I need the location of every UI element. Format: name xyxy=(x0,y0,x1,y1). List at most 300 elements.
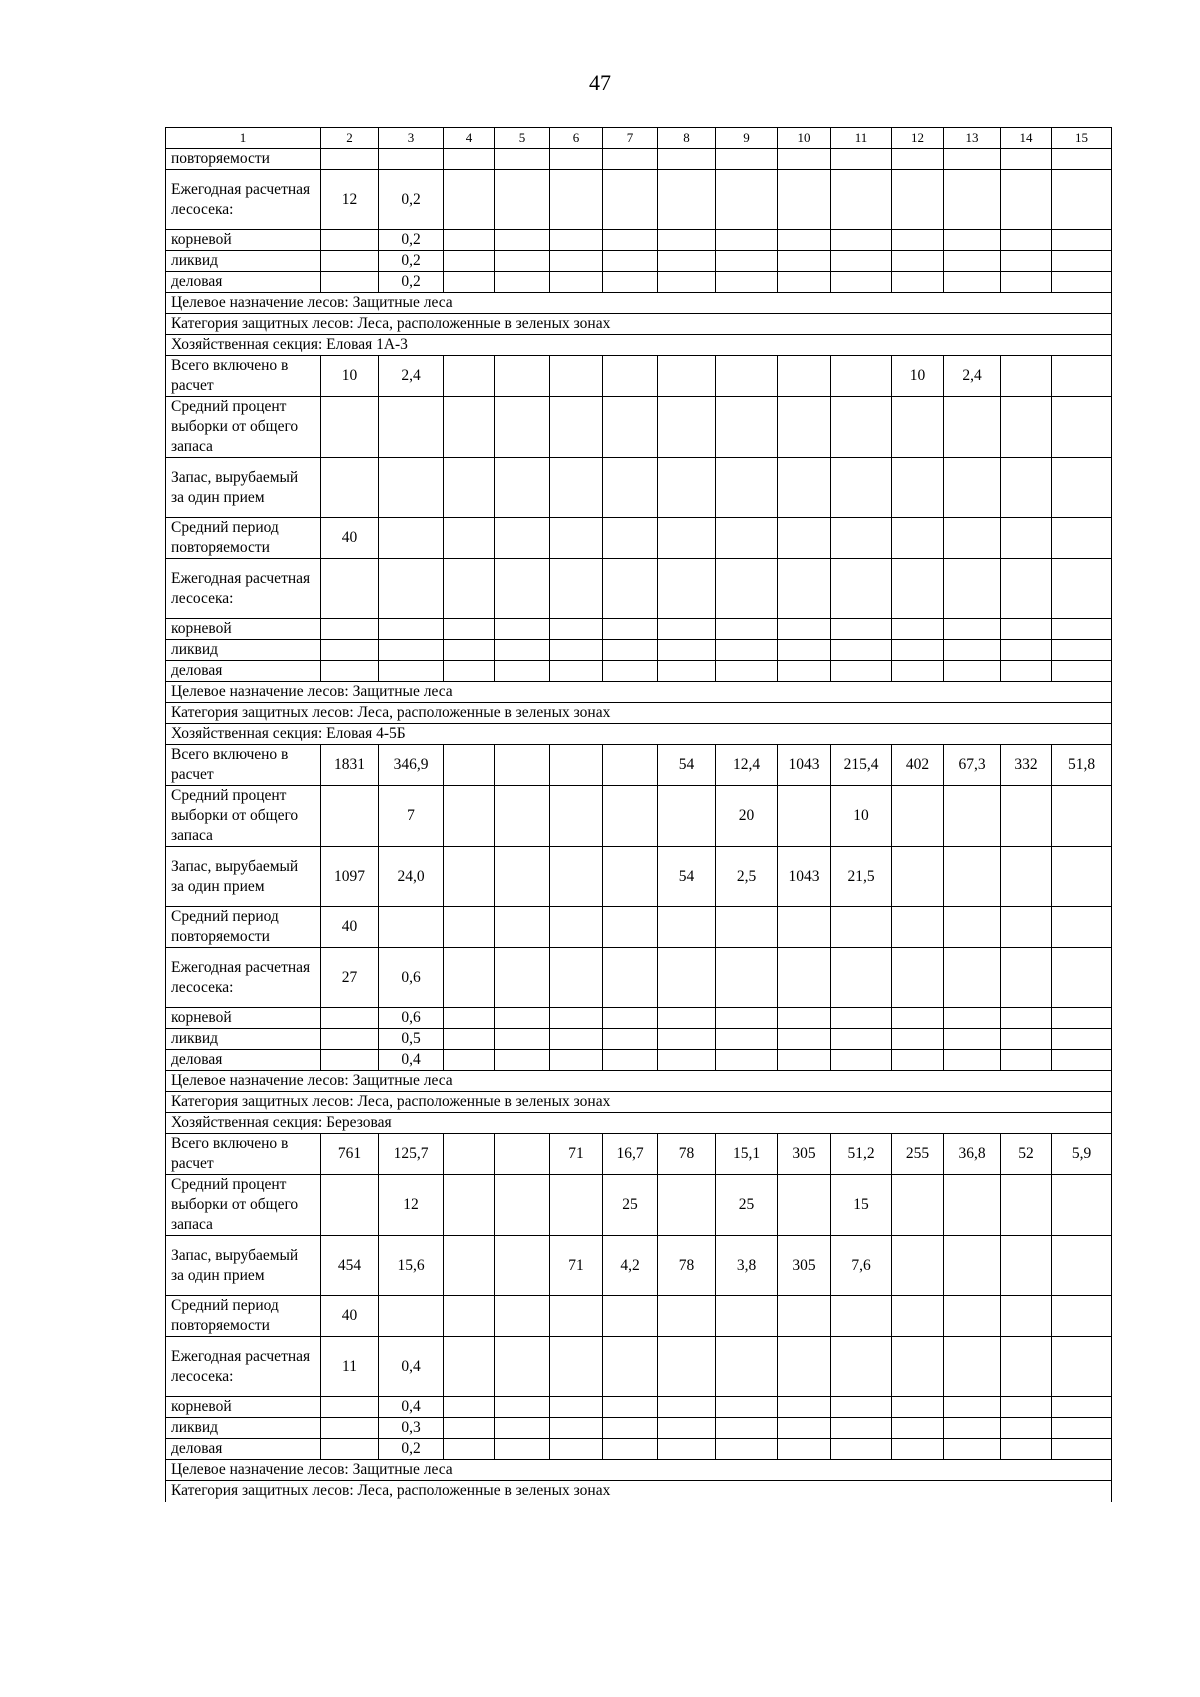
table-cell xyxy=(379,1296,444,1337)
table-cell xyxy=(550,1175,603,1236)
table-cell xyxy=(944,948,1001,1008)
table-cell xyxy=(321,640,379,661)
table-cell xyxy=(944,907,1001,948)
table-cell xyxy=(944,251,1001,272)
row-label: Ежегодная расчетная лесосека: xyxy=(166,948,321,1008)
table-cell xyxy=(831,1050,892,1071)
table-cell xyxy=(1001,559,1052,619)
table-cell xyxy=(1001,1050,1052,1071)
table-cell xyxy=(603,356,658,397)
table-cell xyxy=(1052,1397,1112,1418)
table-cell xyxy=(550,619,603,640)
column-number-7: 7 xyxy=(603,128,658,149)
table-row xyxy=(166,1050,1112,1071)
table-cell: 5,9 xyxy=(1052,1134,1112,1175)
table-cell xyxy=(658,948,716,1008)
table-cell: 0,3 xyxy=(379,1418,444,1439)
table-cell xyxy=(658,1029,716,1050)
table-cell xyxy=(831,230,892,251)
table-cell xyxy=(444,661,495,682)
table-cell xyxy=(658,1175,716,1236)
table-cell xyxy=(495,1134,550,1175)
table-cell xyxy=(1052,907,1112,948)
table-cell xyxy=(944,1008,1001,1029)
table-cell xyxy=(1001,1236,1052,1296)
table-cell xyxy=(892,230,944,251)
table-cell xyxy=(550,170,603,230)
table-cell: 54 xyxy=(658,847,716,907)
table-cell xyxy=(716,1439,778,1460)
table-cell xyxy=(550,1397,603,1418)
table-cell xyxy=(1052,1008,1112,1029)
table-cell xyxy=(550,149,603,170)
row-label: Средний период повторяемости xyxy=(166,518,321,559)
row-label: Всего включено в расчет xyxy=(166,1134,321,1175)
table-cell xyxy=(831,170,892,230)
table-cell xyxy=(892,1236,944,1296)
table-cell xyxy=(495,619,550,640)
table-cell xyxy=(321,1418,379,1439)
table-cell xyxy=(444,786,495,847)
table-cell xyxy=(1001,1175,1052,1236)
section-header-row xyxy=(166,1071,1112,1092)
table-cell xyxy=(831,948,892,1008)
table-cell xyxy=(444,272,495,293)
table-cell xyxy=(603,251,658,272)
table-cell xyxy=(944,518,1001,559)
table-cell: 4,2 xyxy=(603,1236,658,1296)
table-cell xyxy=(944,661,1001,682)
table-cell xyxy=(778,786,831,847)
table-cell: 20 xyxy=(716,786,778,847)
table-cell: 40 xyxy=(321,907,379,948)
table-cell xyxy=(778,1418,831,1439)
table-cell xyxy=(1052,640,1112,661)
table-cell xyxy=(892,640,944,661)
table-cell: 52 xyxy=(1001,1134,1052,1175)
table-cell xyxy=(1001,1397,1052,1418)
table-cell xyxy=(495,745,550,786)
table-cell: 255 xyxy=(892,1134,944,1175)
table-cell xyxy=(778,518,831,559)
table-cell: 0,6 xyxy=(379,948,444,1008)
table-cell xyxy=(778,458,831,518)
table-cell xyxy=(444,458,495,518)
table-cell xyxy=(658,786,716,847)
section-header-row xyxy=(166,682,1112,703)
table-row xyxy=(166,640,1112,661)
table-cell xyxy=(1001,640,1052,661)
table-cell xyxy=(550,356,603,397)
table-cell xyxy=(658,272,716,293)
table-cell xyxy=(495,559,550,619)
table-cell: 1831 xyxy=(321,745,379,786)
table-cell xyxy=(944,640,1001,661)
row-label: Средний период повторяемости xyxy=(166,1296,321,1337)
table-cell xyxy=(379,619,444,640)
table-cell xyxy=(716,559,778,619)
table-cell xyxy=(444,745,495,786)
table-row xyxy=(166,786,1112,847)
table-cell xyxy=(1001,1008,1052,1029)
table-cell xyxy=(944,786,1001,847)
table-cell xyxy=(321,458,379,518)
table-cell: 11 xyxy=(321,1337,379,1397)
table-cell xyxy=(778,170,831,230)
table-cell xyxy=(379,559,444,619)
table-cell: 0,4 xyxy=(379,1397,444,1418)
table-cell xyxy=(550,1439,603,1460)
table-cell xyxy=(321,251,379,272)
table-cell xyxy=(379,661,444,682)
table-cell xyxy=(321,661,379,682)
section-header-text: Целевое назначение лесов: Защитные леса xyxy=(166,1460,1112,1481)
table-cell xyxy=(892,619,944,640)
table-row xyxy=(166,1296,1112,1337)
column-number-12: 12 xyxy=(892,128,944,149)
section-header-row xyxy=(166,314,1112,335)
table-cell: 67,3 xyxy=(944,745,1001,786)
table-cell xyxy=(778,907,831,948)
table-cell xyxy=(716,272,778,293)
section-header-row xyxy=(166,724,1112,745)
table-cell xyxy=(658,356,716,397)
table-row xyxy=(166,458,1112,518)
table-row xyxy=(166,149,1112,170)
table-cell xyxy=(892,559,944,619)
section-header-text: Хозяйственная секция: Еловая 4-5Б xyxy=(166,724,1112,745)
row-label: деловая xyxy=(166,1439,321,1460)
table-cell xyxy=(1052,1050,1112,1071)
table-cell xyxy=(658,230,716,251)
table-cell xyxy=(944,397,1001,458)
column-number-4: 4 xyxy=(444,128,495,149)
section-header-text: Целевое назначение лесов: Защитные леса xyxy=(166,293,1112,314)
table-cell: 15,6 xyxy=(379,1236,444,1296)
table-cell xyxy=(1052,948,1112,1008)
forest-calculation-table xyxy=(165,127,1112,1502)
column-number-1: 1 xyxy=(166,128,321,149)
table-cell: 7 xyxy=(379,786,444,847)
table-cell xyxy=(603,272,658,293)
row-label: корневой xyxy=(166,619,321,640)
table-row xyxy=(166,847,1112,907)
table-cell xyxy=(892,948,944,1008)
row-label: Ежегодная расчетная лесосека: xyxy=(166,170,321,230)
table-cell xyxy=(831,1029,892,1050)
table-cell xyxy=(778,1029,831,1050)
section-header-text: Хозяйственная секция: Еловая 1А-3 xyxy=(166,335,1112,356)
table-cell xyxy=(716,948,778,1008)
table-cell xyxy=(658,1008,716,1029)
table-cell xyxy=(495,847,550,907)
table-cell xyxy=(944,1439,1001,1460)
table-cell xyxy=(716,1397,778,1418)
table-cell: 0,4 xyxy=(379,1050,444,1071)
table-cell xyxy=(778,272,831,293)
table-cell: 332 xyxy=(1001,745,1052,786)
table-cell xyxy=(550,230,603,251)
page-number: 47 xyxy=(589,70,611,95)
table-cell xyxy=(444,847,495,907)
table-cell: 24,0 xyxy=(379,847,444,907)
table-cell xyxy=(495,1029,550,1050)
table-cell xyxy=(1052,786,1112,847)
table-cell xyxy=(892,1337,944,1397)
row-label: деловая xyxy=(166,661,321,682)
table-row xyxy=(166,661,1112,682)
table-cell xyxy=(550,397,603,458)
table-cell xyxy=(831,1397,892,1418)
table-cell xyxy=(495,1439,550,1460)
section-header-row xyxy=(166,335,1112,356)
table-cell xyxy=(444,397,495,458)
table-cell xyxy=(444,1337,495,1397)
table-cell xyxy=(550,1418,603,1439)
table-cell xyxy=(716,149,778,170)
table-cell xyxy=(444,948,495,1008)
table-cell xyxy=(716,619,778,640)
column-number-10: 10 xyxy=(778,128,831,149)
table-cell xyxy=(778,1008,831,1029)
table-cell xyxy=(831,272,892,293)
table-row xyxy=(166,356,1112,397)
table-cell xyxy=(716,397,778,458)
table-cell xyxy=(495,786,550,847)
table-cell: 0,4 xyxy=(379,1337,444,1397)
table-cell xyxy=(831,149,892,170)
table-cell: 0,5 xyxy=(379,1029,444,1050)
table-cell xyxy=(944,619,1001,640)
table-cell xyxy=(1001,149,1052,170)
table-cell xyxy=(444,230,495,251)
table-cell xyxy=(716,640,778,661)
table-cell xyxy=(831,1008,892,1029)
table-cell xyxy=(1052,1029,1112,1050)
table-cell xyxy=(550,745,603,786)
table-cell xyxy=(831,619,892,640)
table-cell xyxy=(603,518,658,559)
table-cell: 346,9 xyxy=(379,745,444,786)
table-cell xyxy=(892,170,944,230)
table-cell xyxy=(944,1397,1001,1418)
table-cell xyxy=(495,397,550,458)
table-cell xyxy=(716,1050,778,1071)
table-cell: 1043 xyxy=(778,745,831,786)
table-cell xyxy=(495,149,550,170)
table-cell xyxy=(603,230,658,251)
table-cell xyxy=(321,559,379,619)
table-cell xyxy=(495,518,550,559)
table-cell xyxy=(831,661,892,682)
table-cell xyxy=(892,1397,944,1418)
section-header-row xyxy=(166,1481,1112,1502)
table-cell: 51,2 xyxy=(831,1134,892,1175)
table-row xyxy=(166,230,1112,251)
table-cell: 12,4 xyxy=(716,745,778,786)
table-cell xyxy=(831,1337,892,1397)
table-cell xyxy=(658,1397,716,1418)
row-label: корневой xyxy=(166,230,321,251)
table-cell xyxy=(603,1008,658,1029)
table-cell xyxy=(892,1008,944,1029)
table-cell xyxy=(444,559,495,619)
table-cell xyxy=(658,170,716,230)
table-cell xyxy=(892,907,944,948)
table-cell xyxy=(658,1337,716,1397)
table-cell xyxy=(716,907,778,948)
table-cell xyxy=(603,458,658,518)
table-cell xyxy=(1001,458,1052,518)
table-cell xyxy=(1001,619,1052,640)
table-cell xyxy=(716,1008,778,1029)
table-cell: 7,6 xyxy=(831,1236,892,1296)
table-cell xyxy=(1001,1418,1052,1439)
table-cell: 40 xyxy=(321,518,379,559)
table-cell: 305 xyxy=(778,1236,831,1296)
table-cell xyxy=(778,640,831,661)
table-cell xyxy=(603,847,658,907)
table-cell: 454 xyxy=(321,1236,379,1296)
row-label: Средний процент выборки от общего запаса xyxy=(166,397,321,458)
table-row xyxy=(166,559,1112,619)
table-cell xyxy=(444,640,495,661)
table-cell xyxy=(550,251,603,272)
table-cell xyxy=(1001,786,1052,847)
table-cell xyxy=(495,458,550,518)
table-cell xyxy=(831,559,892,619)
table-cell xyxy=(778,230,831,251)
table-cell xyxy=(778,1439,831,1460)
table-cell xyxy=(778,619,831,640)
table-cell xyxy=(444,170,495,230)
table-cell xyxy=(444,251,495,272)
table-cell xyxy=(658,1418,716,1439)
table-cell xyxy=(892,518,944,559)
table-cell xyxy=(892,1175,944,1236)
table-row xyxy=(166,518,1112,559)
table-row xyxy=(166,1236,1112,1296)
table-cell xyxy=(658,619,716,640)
table-cell xyxy=(495,1296,550,1337)
table-row xyxy=(166,745,1112,786)
table-cell xyxy=(1001,518,1052,559)
table-cell xyxy=(379,518,444,559)
column-number-13: 13 xyxy=(944,128,1001,149)
table-cell xyxy=(778,1397,831,1418)
table-cell: 51,8 xyxy=(1052,745,1112,786)
table-cell xyxy=(944,272,1001,293)
table-cell xyxy=(1052,847,1112,907)
table-cell xyxy=(778,356,831,397)
table-cell xyxy=(716,1418,778,1439)
table-cell xyxy=(1001,397,1052,458)
table-row xyxy=(166,619,1112,640)
table-cell xyxy=(658,907,716,948)
table-cell: 2,5 xyxy=(716,847,778,907)
column-number-9: 9 xyxy=(716,128,778,149)
table-row xyxy=(166,251,1112,272)
table-row xyxy=(166,1029,1112,1050)
table-cell xyxy=(1052,661,1112,682)
table-cell xyxy=(778,661,831,682)
table-cell: 21,5 xyxy=(831,847,892,907)
table-cell: 0,2 xyxy=(379,230,444,251)
table-cell xyxy=(603,661,658,682)
table-cell xyxy=(1052,1418,1112,1439)
column-number-8: 8 xyxy=(658,128,716,149)
table-cell xyxy=(944,1296,1001,1337)
table-cell xyxy=(550,1029,603,1050)
table-cell xyxy=(321,1439,379,1460)
table-cell xyxy=(444,1296,495,1337)
table-cell xyxy=(892,272,944,293)
table-cell xyxy=(603,1337,658,1397)
section-header-text: Категория защитных лесов: Леса, расположенные в зеленых зонах xyxy=(166,1481,1112,1502)
row-label: корневой xyxy=(166,1397,321,1418)
table-cell xyxy=(603,745,658,786)
table-cell xyxy=(444,1418,495,1439)
table-cell: 125,7 xyxy=(379,1134,444,1175)
table-cell xyxy=(1052,1337,1112,1397)
table-cell xyxy=(603,1029,658,1050)
table-cell xyxy=(379,907,444,948)
table-cell: 71 xyxy=(550,1134,603,1175)
table-cell xyxy=(550,1296,603,1337)
column-number-2: 2 xyxy=(321,128,379,149)
row-label: повторяемости xyxy=(166,149,321,170)
table-row xyxy=(166,397,1112,458)
table-cell xyxy=(321,1008,379,1029)
table-cell xyxy=(321,1175,379,1236)
table-cell xyxy=(658,1296,716,1337)
table-cell xyxy=(444,1175,495,1236)
table-cell xyxy=(831,251,892,272)
table-cell xyxy=(444,1008,495,1029)
table-cell xyxy=(321,619,379,640)
table-cell xyxy=(550,1050,603,1071)
table-cell xyxy=(944,149,1001,170)
table-cell xyxy=(550,907,603,948)
table-cell xyxy=(1052,1439,1112,1460)
table-cell xyxy=(658,661,716,682)
table-cell xyxy=(603,907,658,948)
table-cell xyxy=(831,640,892,661)
table-cell xyxy=(1001,1337,1052,1397)
table-cell xyxy=(444,356,495,397)
table-cell: 12 xyxy=(379,1175,444,1236)
table-cell xyxy=(550,1008,603,1029)
table-cell xyxy=(831,1439,892,1460)
table-cell xyxy=(550,1337,603,1397)
section-header-text: Целевое назначение лесов: Защитные леса xyxy=(166,1071,1112,1092)
table-cell: 1043 xyxy=(778,847,831,907)
table-cell xyxy=(831,1418,892,1439)
table-cell xyxy=(321,149,379,170)
table-row xyxy=(166,1397,1112,1418)
table-row xyxy=(166,907,1112,948)
row-label: ликвид xyxy=(166,251,321,272)
table-cell xyxy=(495,1337,550,1397)
table-cell xyxy=(603,786,658,847)
row-label: Запас, вырубаемый за один прием xyxy=(166,847,321,907)
table-cell xyxy=(550,948,603,1008)
table-cell xyxy=(716,170,778,230)
table-cell: 71 xyxy=(550,1236,603,1296)
table-cell xyxy=(1001,170,1052,230)
table-cell xyxy=(944,1175,1001,1236)
table-cell xyxy=(1001,272,1052,293)
